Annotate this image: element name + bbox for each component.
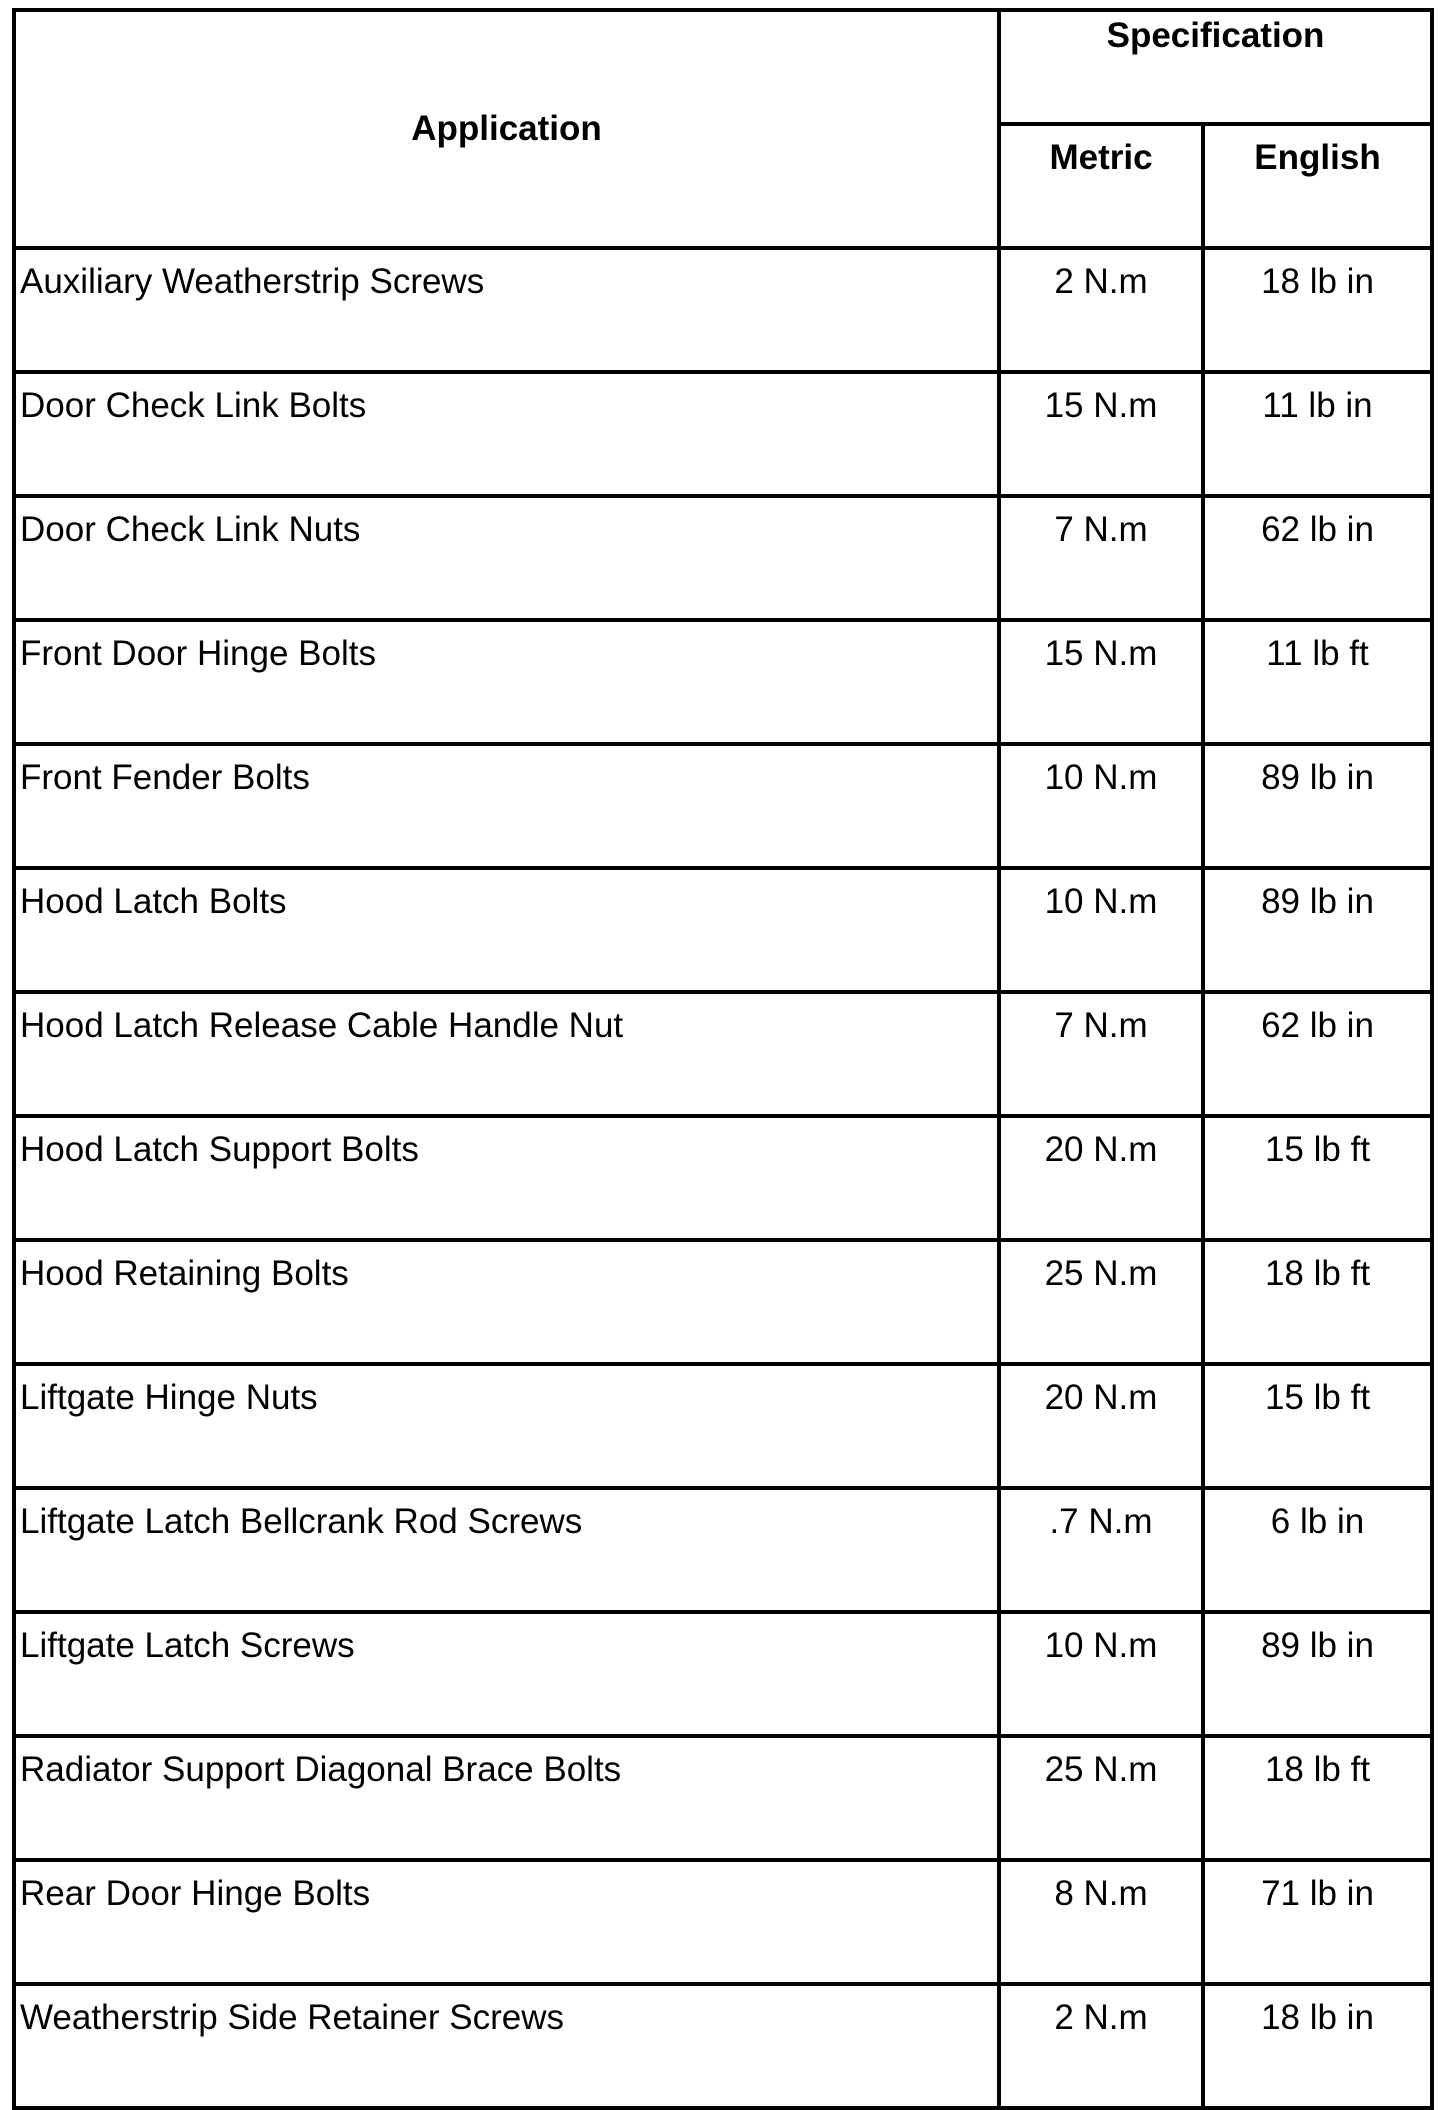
english-cell: 15 lb ft — [1203, 1116, 1432, 1240]
application-cell: Front Door Hinge Bolts — [14, 620, 999, 744]
metric-cell: 2 N.m — [999, 248, 1203, 372]
table-row — [14, 744, 1432, 868]
table-row — [14, 1116, 1432, 1240]
metric-cell: 25 N.m — [999, 1240, 1203, 1364]
metric-cell: 20 N.m — [999, 1116, 1203, 1240]
english-cell: 6 lb in — [1203, 1488, 1432, 1612]
table-row — [14, 1364, 1432, 1488]
english-cell: 11 lb in — [1203, 372, 1432, 496]
table-header — [14, 10, 1432, 248]
table-body — [14, 248, 1432, 2108]
english-cell: 89 lb in — [1203, 744, 1432, 868]
table-row — [14, 992, 1432, 1116]
table-row — [14, 1240, 1432, 1364]
table-row — [14, 1488, 1432, 1612]
table-row — [14, 1736, 1432, 1860]
english-cell: 15 lb ft — [1203, 1364, 1432, 1488]
metric-cell: 7 N.m — [999, 496, 1203, 620]
table-row — [14, 248, 1432, 372]
application-cell: Liftgate Latch Screws — [14, 1612, 999, 1736]
table-row — [14, 1984, 1432, 2108]
table-row — [14, 1860, 1432, 1984]
english-cell: 11 lb ft — [1203, 620, 1432, 744]
metric-cell: 7 N.m — [999, 992, 1203, 1116]
application-cell: Hood Latch Release Cable Handle Nut — [14, 992, 999, 1116]
application-cell: Weatherstrip Side Retainer Screws — [14, 1984, 999, 2108]
english-cell: 18 lb in — [1203, 1984, 1432, 2108]
metric-cell: 10 N.m — [999, 1612, 1203, 1736]
application-column-header: Application — [14, 10, 999, 248]
metric-cell: 15 N.m — [999, 620, 1203, 744]
application-cell: Auxiliary Weatherstrip Screws — [14, 248, 999, 372]
table-row — [14, 1612, 1432, 1736]
english-cell: 62 lb in — [1203, 496, 1432, 620]
application-cell: Hood Retaining Bolts — [14, 1240, 999, 1364]
metric-cell: 8 N.m — [999, 1860, 1203, 1984]
application-cell: Radiator Support Diagonal Brace Bolts — [14, 1736, 999, 1860]
english-cell: 18 lb ft — [1203, 1736, 1432, 1860]
english-cell: 89 lb in — [1203, 868, 1432, 992]
table-row — [14, 868, 1432, 992]
english-column-header: English — [1203, 124, 1432, 248]
english-cell: 18 lb in — [1203, 248, 1432, 372]
application-cell: Rear Door Hinge Bolts — [14, 1860, 999, 1984]
metric-cell: 20 N.m — [999, 1364, 1203, 1488]
metric-column-header: Metric — [999, 124, 1203, 248]
metric-cell: 2 N.m — [999, 1984, 1203, 2108]
application-cell: Liftgate Hinge Nuts — [14, 1364, 999, 1488]
application-cell: Liftgate Latch Bellcrank Rod Screws — [14, 1488, 999, 1612]
english-cell: 89 lb in — [1203, 1612, 1432, 1736]
table-row — [14, 372, 1432, 496]
application-cell: Hood Latch Bolts — [14, 868, 999, 992]
application-cell: Hood Latch Support Bolts — [14, 1116, 999, 1240]
application-cell: Door Check Link Bolts — [14, 372, 999, 496]
english-cell: 18 lb ft — [1203, 1240, 1432, 1364]
fastener-torque-spec-table — [12, 8, 1434, 2110]
metric-cell: 10 N.m — [999, 868, 1203, 992]
metric-cell: .7 N.m — [999, 1488, 1203, 1612]
application-cell: Front Fender Bolts — [14, 744, 999, 868]
english-cell: 62 lb in — [1203, 992, 1432, 1116]
specification-group-header: Specification — [999, 10, 1432, 124]
metric-cell: 25 N.m — [999, 1736, 1203, 1860]
metric-cell: 10 N.m — [999, 744, 1203, 868]
english-cell: 71 lb in — [1203, 1860, 1432, 1984]
metric-cell: 15 N.m — [999, 372, 1203, 496]
application-cell: Door Check Link Nuts — [14, 496, 999, 620]
table-row — [14, 620, 1432, 744]
header-row-top — [14, 10, 1432, 124]
table-row — [14, 496, 1432, 620]
